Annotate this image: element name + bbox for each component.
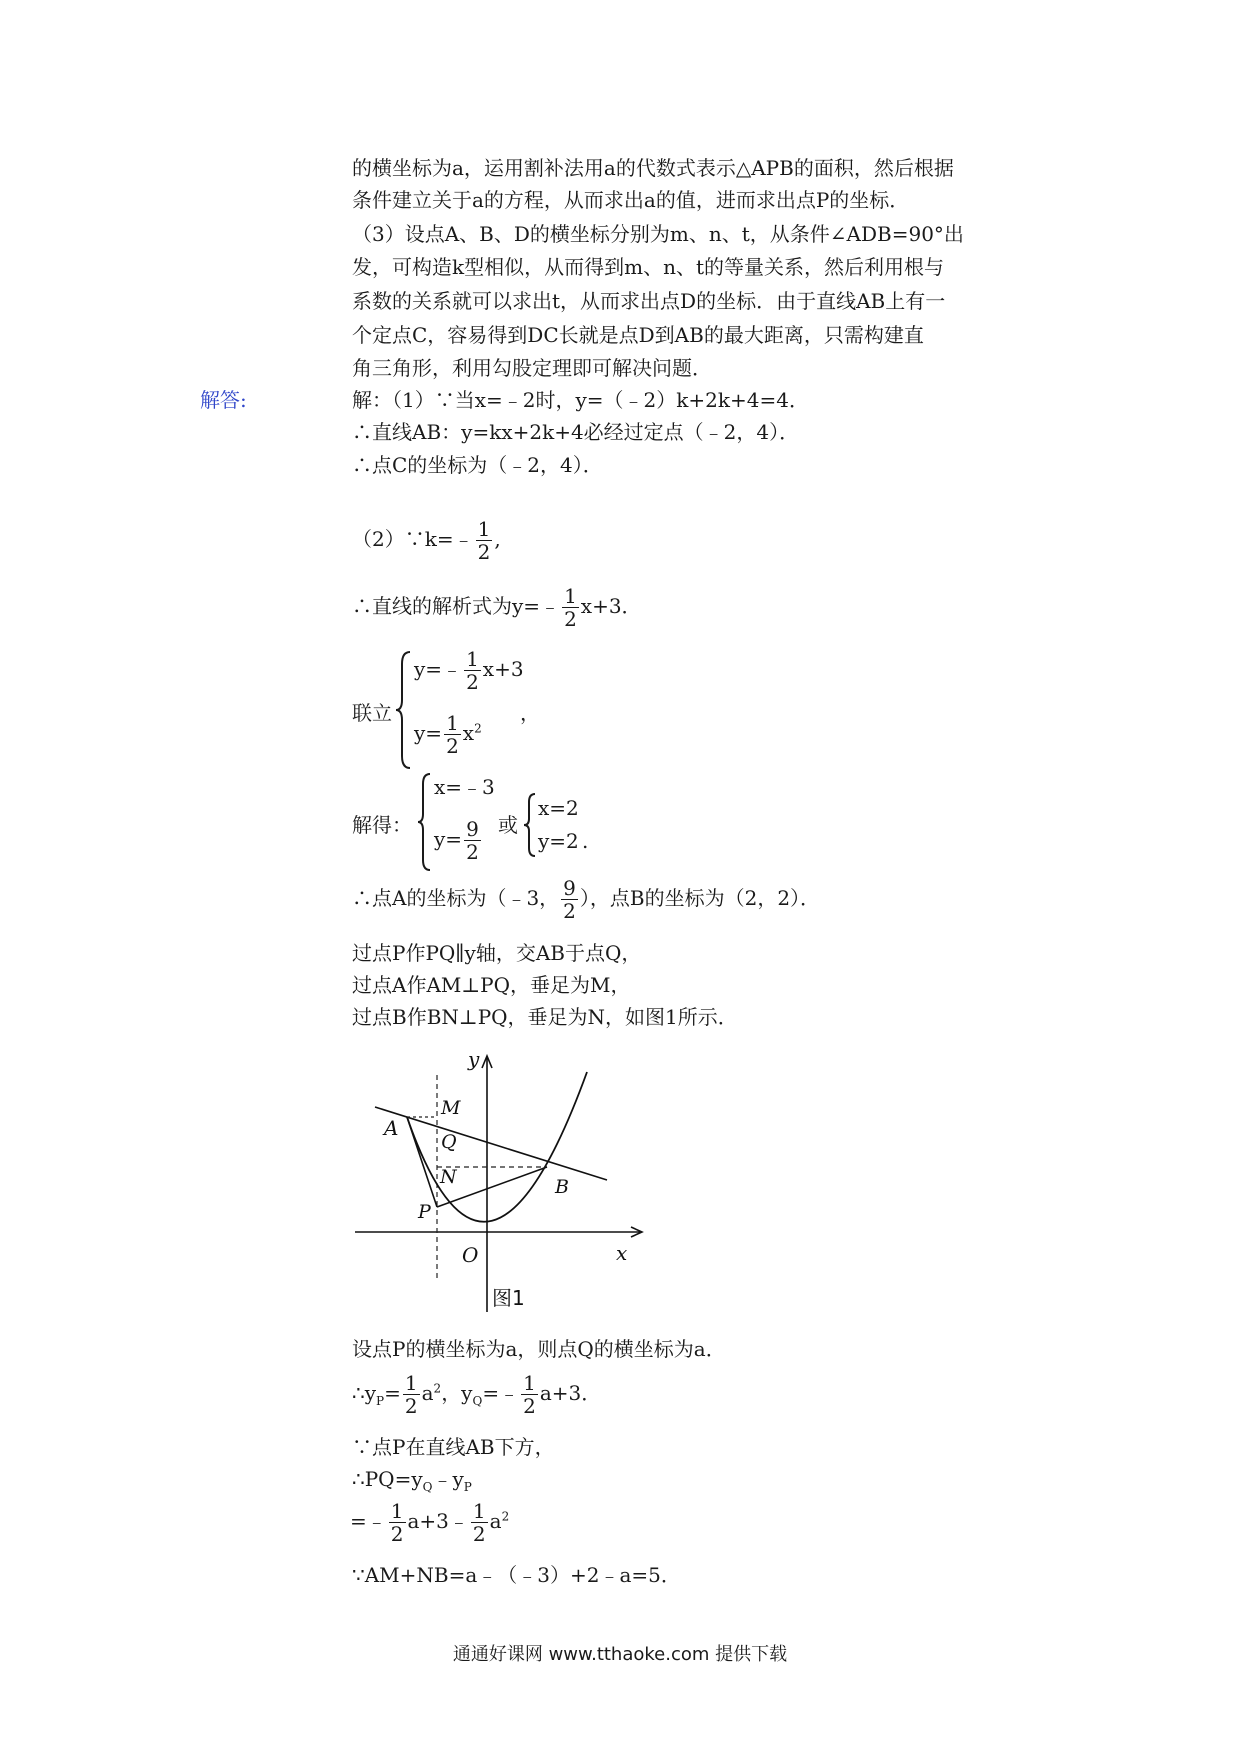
- k-value-line: （2）∵k=﹣ $\frac{1}{2}$ ,: [352, 517, 501, 564]
- answer-label: 解答:: [200, 388, 247, 412]
- analysis-line: 的横坐标为a，运用割补法用a的代数式表示△APB的面积，然后根据: [352, 156, 954, 180]
- label-o: O: [462, 1243, 479, 1267]
- point-coordinates-line: ∴点A的坐标为（﹣3， $\frac{9}{2}$ ），点B的坐标为（2，2）．: [352, 876, 821, 923]
- solution-line: 设点P的横坐标为a，则点Q的横坐标为a．: [352, 1337, 726, 1361]
- fraction-half: $\frac{1}{2}$: [477, 517, 491, 564]
- left-brace-icon: [522, 792, 538, 858]
- system-equation-1: y=﹣ $\frac{1}{2}$ x+3: [414, 647, 524, 694]
- solution-line: ∵点P在直线AB下方，: [352, 1435, 555, 1459]
- pq-definition: $\therefore PQ=y_Q﹣y_P$: [352, 1467, 472, 1494]
- comma: ，: [520, 701, 540, 725]
- solution-y1: y= $\frac{9}{2}$: [434, 817, 479, 864]
- line-expression: ∴直线的解析式为y=﹣ $\frac{1}{2}$ x+3．: [352, 584, 642, 631]
- analysis-line: 个定点C，容易得到DC长就是点D到AB的最大距离，只需构建直: [352, 323, 924, 347]
- figure-caption: 图1: [492, 1286, 525, 1310]
- solution-x2: x=2: [538, 796, 579, 820]
- pq-value: =﹣ $\frac{1}{2}$ a+3﹣ $\frac{1}{2}$ $a^2$: [350, 1499, 510, 1546]
- left-brace-icon: [416, 772, 434, 872]
- solution-y2: y=2: [538, 829, 579, 853]
- analysis-line: 发，可构造k型相似，从而得到m、n、t的等量关系，然后利用根与: [352, 255, 945, 279]
- k-prefix: （2）∵k=﹣: [352, 527, 474, 551]
- analysis-line: （3）设点A、B、D的横坐标分别为m、n、t，从条件∠ADB=90°出: [352, 222, 964, 246]
- analysis-line: 条件建立关于a的方程，从而求出a的值，进而求出点P的坐标．: [352, 188, 910, 212]
- jiede-label: 解得：: [352, 813, 412, 837]
- lianli-label: 联立: [352, 701, 392, 725]
- solution-line: 过点B作BN⊥PQ，垂足为N，如图1所示．: [352, 1005, 738, 1029]
- page-footer: 通通好课网 www.tthaoke.com 提供下载: [452, 1644, 788, 1665]
- solution-line: ∴直线AB：y=kx+2k+4必经过定点（﹣2，4）．: [352, 420, 800, 444]
- or-label: 或: [498, 813, 518, 837]
- label-b: B: [555, 1176, 569, 1198]
- yp-yq-line: $\therefore y_P=$ $\frac{1}{2}$ $a^2$，$y_Q=﹣$ $\frac{1}{2}$ a+3．: [352, 1371, 602, 1418]
- label-m: M: [441, 1097, 461, 1119]
- label-q: Q: [441, 1131, 457, 1153]
- solution-x1: x=﹣3: [434, 775, 495, 799]
- line-ab: [375, 1107, 607, 1180]
- label-a: A: [384, 1116, 399, 1140]
- label-y: y: [468, 1050, 480, 1071]
- label-x: x: [616, 1241, 628, 1265]
- solution-line: ∵AM+NB=a﹣（﹣3）+2﹣a=5．: [352, 1563, 681, 1587]
- figure-1-graph: [350, 1050, 650, 1315]
- period: .: [582, 829, 589, 853]
- solution-line: ∴点C的坐标为（﹣2，4）．: [352, 453, 603, 477]
- fraction-half: $\frac{1}{2}$: [564, 584, 577, 631]
- label-n: N: [440, 1166, 457, 1188]
- analysis-line: 角三角形，利用勾股定理即可解决问题．: [352, 356, 712, 380]
- left-brace-icon: [394, 650, 414, 770]
- label-p: P: [418, 1201, 431, 1223]
- system-equation-2: y= $\frac{1}{2}$ $x^2$: [414, 711, 482, 758]
- solution-line: 过点A作AM⊥PQ，垂足为M，: [352, 973, 631, 997]
- solution-line: 过点P作PQ∥y轴，交AB于点Q，: [352, 941, 642, 965]
- segment-ap: [407, 1117, 437, 1207]
- analysis-line: 系数的关系就可以求出t，从而求出点D的坐标．由于直线AB上有一: [352, 289, 946, 313]
- solution-line: 解：（1）∵当x=﹣2时，y=（﹣2）k+2k+4=4．: [352, 388, 809, 412]
